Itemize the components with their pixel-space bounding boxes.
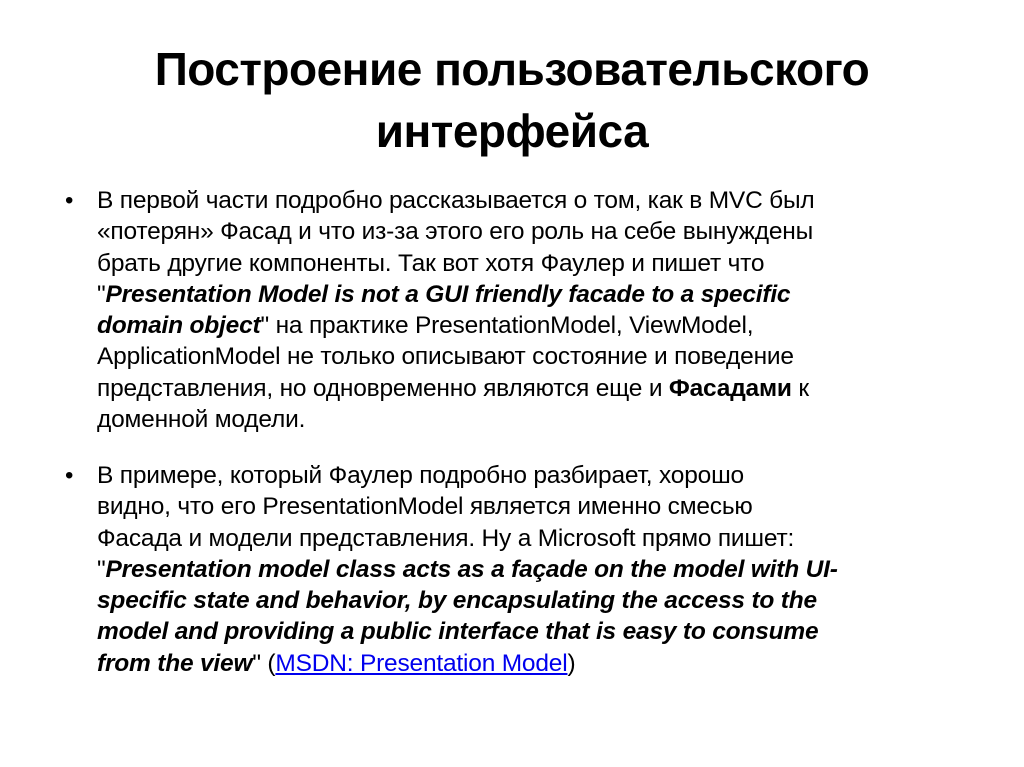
emphasis-text: from the view: [97, 649, 253, 677]
bullet-icon: •: [65, 462, 74, 489]
title-line: интерфейса: [375, 105, 649, 157]
emphasis-text: specific state and behavior, by encapsulating the access to the: [97, 587, 817, 615]
bullet-icon: •: [65, 187, 74, 214]
emphasis-text: Фасадами: [668, 374, 792, 402]
text-line: [97, 216, 997, 247]
text-run: " (: [252, 649, 276, 677]
title-line: Построение пользовательского: [154, 43, 870, 95]
text-run: Фасада и модели представления. Ну а Microsoft прямо пишет:: [97, 524, 795, 552]
bullet-paragraph-1: [65, 185, 965, 435]
text-line: [97, 341, 997, 372]
text-run: ApplicationModel не только описывают состояние и поведение: [97, 343, 794, 371]
bullet-paragraph-2: [65, 460, 965, 679]
text-line: [97, 616, 997, 647]
text-line: [97, 554, 997, 585]
text-run: ): [567, 649, 576, 677]
text-run: " на практике PresentationModel, ViewModel,: [260, 312, 754, 340]
text-line: [97, 373, 997, 404]
text-line: [97, 460, 997, 491]
text-line: [97, 248, 997, 279]
text-run: «потерян» Фасад и что из-за этого его роль на себе вынуждены: [97, 218, 814, 246]
text-line: [97, 404, 997, 435]
text-run: В примере, который Фаулер подробно разбирает, хорошо: [97, 462, 744, 489]
emphasis-text: Presentation model class acts as a façade on the model with UI-: [105, 555, 838, 583]
text-run: представления, но одновременно являются еще и: [97, 374, 669, 402]
emphasis-text: domain object: [97, 312, 261, 340]
text-line: [97, 648, 997, 679]
text-run: к: [791, 374, 809, 402]
text-run: брать другие компоненты. Так вот хотя Фаулер и пишет что: [97, 249, 765, 277]
text-run: видно, что его PresentationModel является именно смесью: [97, 493, 753, 521]
text-line: [97, 185, 997, 216]
text-run: ": [97, 280, 106, 308]
text-line: [97, 523, 997, 554]
text-line: [97, 491, 997, 522]
text-run: ": [97, 555, 106, 583]
emphasis-text: model and providing a public interface that is easy to consume: [97, 618, 819, 646]
text-line: [97, 279, 997, 310]
text-run: доменной модели.: [97, 406, 306, 434]
emphasis-text: Presentation Model is not a GUI friendly facade to a specific: [105, 280, 791, 308]
text-line: [97, 585, 997, 616]
slide-title: [0, 38, 1024, 162]
msdn-link[interactable]: MSDN: Presentation Model: [275, 649, 568, 677]
text-run: В первой части подробно рассказывается о том, как в MVC был: [97, 187, 815, 214]
text-line: [97, 310, 997, 341]
